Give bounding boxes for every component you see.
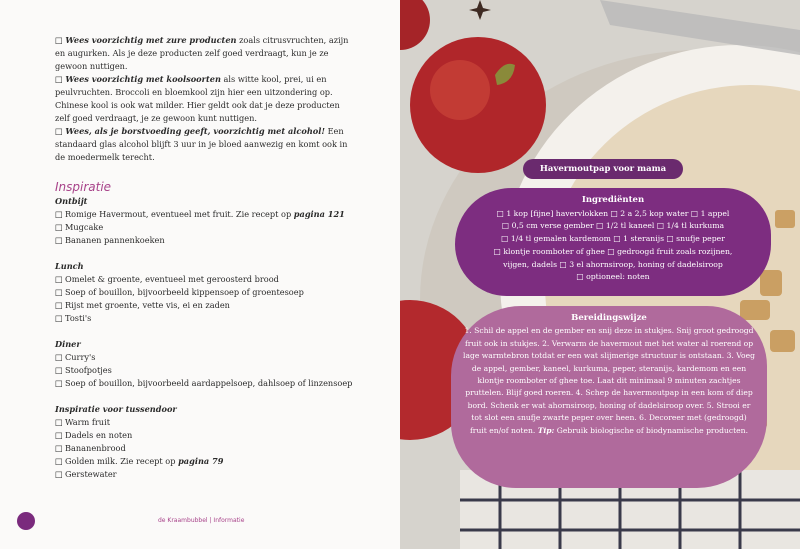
list-item: □ Mugcake [55,222,104,232]
running-footer: de Kraambubbel | Informatie [158,517,245,524]
list-item: □ Gerstewater [55,469,117,479]
section-title: Diner [55,339,81,349]
ingredient-line: □ 1 kop [fijne] havervlokken □ 2 a 2,5 kop water □ 1 appel [496,208,730,218]
section-title: Ontbijt [55,196,88,206]
section-title: Lunch [55,261,84,271]
list-item: □ Bananen pannenkoeken [55,235,165,245]
list-item: □ Rijst met groente, vette vis, ei en zaden [55,300,230,310]
method-text: 1. Schil de appel en de gember en snij deze in stukjes. Snij groot gedroogd fruit ook in stukjes. 2. Verwarm de havermout met het water al roerend op lage warmtebron totdat er een wat slijmerige structuur is ontstaan. 3. Voeg de appel, gember, kaneel, kurkuma, peper, steranijs, kardemom en een klontje roomboter of ghee toe. Laat dit minimaal 9 minuten zachtjes pruttelen. Blijf goed roeren. 4. Schep de havermoutpap in een kom of diep bord. Schenk er wat ahornsiroop, honing of dadelsiroop over. 5. Strooi er tot slot een snufje zwarte peper over heen. 6. Decoreer met (gedroogd) fruit en/of noten. Tip: Gebruik biologische of biodynamische producten. [463,326,755,435]
ingredients-heading: Ingrediënten [581,195,645,205]
list-item: □ Golden milk. Zie recept op pagina 79 [55,456,224,466]
section-lunch [55,260,355,325]
intro-text [55,34,355,164]
section-tussendoor [55,403,355,481]
list-item: □ Bananenbrood [55,443,126,453]
intro-paragraph: □ Wees voorzichtig met zure producten zoals citrusvruchten, azijn en augurken. Als je deze producten zelf goed verdraagt, kun je ze gewoon nuttigen. [55,35,349,71]
list-item: □ Soep of bouillon, bijvoorbeeld kippensoep of groentesoep [55,287,304,297]
ingredients-panel [455,188,771,296]
list-item: □ Tosti's [55,313,92,323]
list-item: □ Curry's [55,352,96,362]
list-item: □ Romige Havermout, eventueel met fruit. Zie recept op pagina 121 [55,209,345,219]
section-title: Inspiratie voor tussendoor [55,404,177,414]
ingredient-line: □ klontje roomboter of ghee □ gedroogd fruit zoals rozijnen, [493,246,733,256]
list-item: □ Omelet & groente, eventueel met geroosterd brood [55,274,279,284]
list-item: □ Stoofpotjes [55,365,112,375]
section-diner [55,338,355,390]
ingredient-line: □ 1/4 tl gemalen kardemom □ 1 steranijs □ snufje peper [501,234,725,244]
list-item: □ Soep of bouillon, bijvoorbeeld aardappelsoep, dahlsoep of linzensoep [55,378,353,388]
page-number-dot [17,512,35,530]
inspiratie-heading: Inspiratie [55,180,112,194]
list-item: □ Dadels en noten [55,430,133,440]
ingredient-line: □ optioneel: noten [576,272,650,282]
recipe-title-badge: Havermoutpap voor mama [523,159,683,179]
ingredient-line: vijgen, dadels □ 3 el ahornsiroop, honing of dadelsiroop [503,259,723,269]
section-ontbijt [55,195,355,247]
list-item: □ Warm fruit [55,417,110,427]
meal-lists [55,195,355,481]
intro-paragraph: □ Wees, als je borstvoeding geeft, voorzichtig met alcohol! Een standaard glas alcohol blijft 3 uur in je bloed aanwezig en komt ook in de moedermelk terecht. [55,126,348,162]
method-heading: Bereidingswijze [571,313,647,323]
ingredient-line: □ 0,5 cm verse gember □ 1/2 tl kaneel □ 1/4 tl kurkuma [501,221,725,231]
method-panel [451,306,767,488]
intro-paragraph: □ Wees voorzichtig met koolsoorten als witte kool, prei, ui en peulvruchten. Broccoli en bloemkool zijn hier een uitzondering op. Chinese kool is ook wat milder. Hier geldt ook dat je deze producten zelf goed verdraagt, je ze gewoon kunt nuttigen. [55,74,340,123]
